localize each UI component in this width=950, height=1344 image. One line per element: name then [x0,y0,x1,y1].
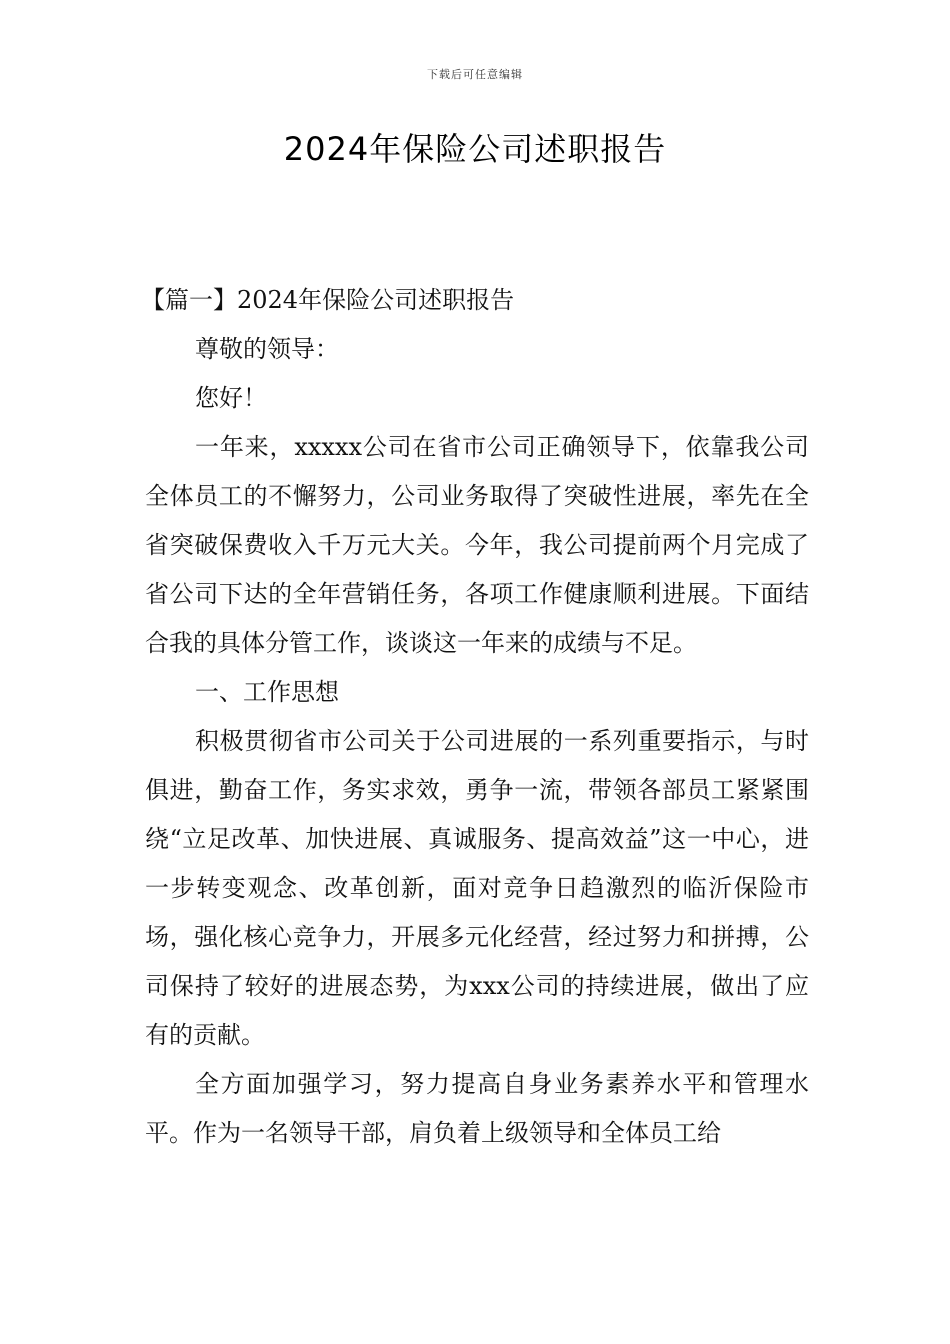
greeting: 您好！ [195,384,267,412]
paragraph-intro: 一年来，xxxxx公司在省市公司正确领导下，依靠我公司全体员工的不懈努力，公司业务取得了突破性进展，率先在全省突破保费收入千万元大关。今年，我公司提前两个月完成了省公司下达的全年营销任务，各项工作健康顺利进展。下面结合我的具体分管工作，谈谈这一年来的成绩与不足。 [145,433,809,657]
paragraph-work-thinking: 积极贯彻省市公司关于公司进展的一系列重要指示，与时俱进，勤奋工作，务实求效，勇争一流，带领各部员工紧紧围绕“立足改革、加快进展、真诚服务、提高效益”这一中心，进一步转变观念、改革创新，面对竞争日趋激烈的临沂保险市场，强化核心竞争力，开展多元化经营，经过努力和拼搏，公司保持了较好的进展态势，为xxx公司的持续进展，做出了应有的贡献。 [145,727,809,1049]
salutation: 尊敬的领导： [195,335,339,363]
header-note: 下载后可任意编辑 [427,68,523,81]
document-title: 2024年保险公司述职报告 [283,130,667,168]
subheading-work-thinking: 一、工作思想 [195,678,339,706]
paragraph-study: 全方面加强学习，努力提高自身业务素养水平和管理水平。作为一名领导干部，肩负着上级领导和全体员工给 [145,1070,809,1147]
document-body [141,276,809,1158]
section-heading: 【篇一】2024年保险公司述职报告 [141,286,515,314]
